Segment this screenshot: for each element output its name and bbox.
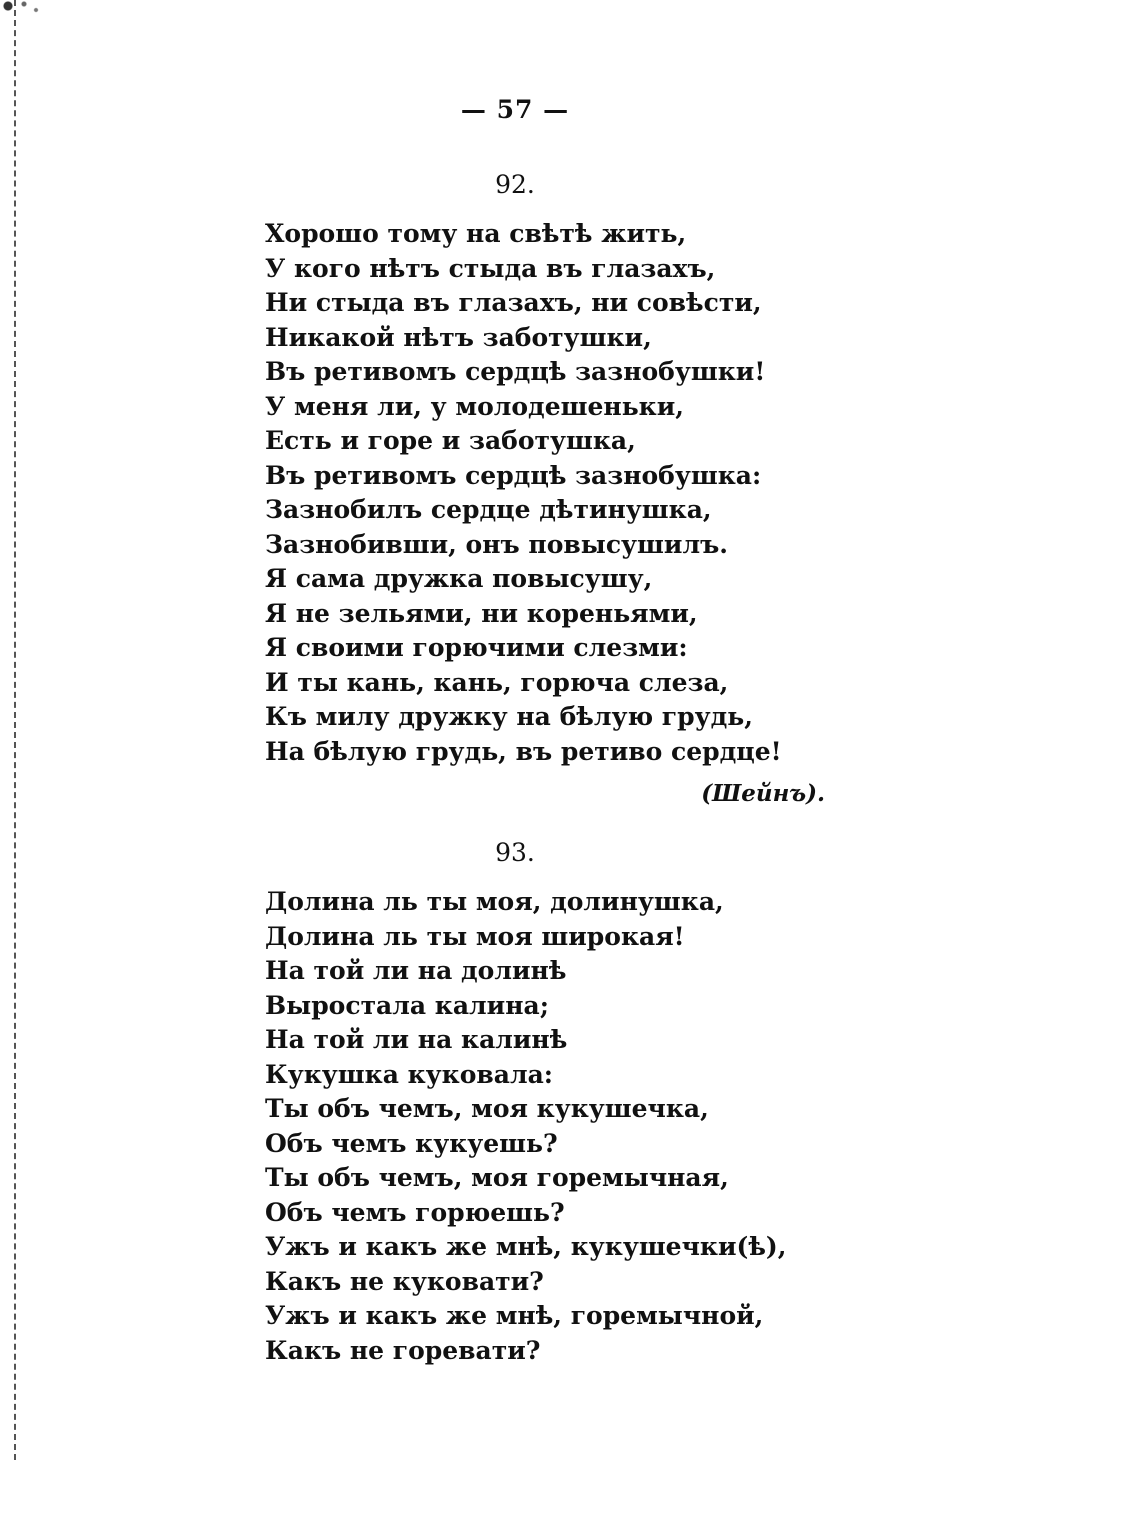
poem-line: На той ли на калинѣ	[265, 1025, 568, 1054]
poem-line: Зазнобилъ сердце дѣтинушка,	[265, 495, 712, 524]
poem-line: На той ли на долинѣ	[265, 956, 567, 985]
poem-number: 92.	[495, 170, 535, 199]
binding-margin-line	[14, 0, 16, 1460]
poem-line: Я своими горючими слезми:	[265, 633, 688, 662]
poem-line: Какъ не горевати?	[265, 1335, 541, 1365]
poem-line: Въ ретивомъ сердцѣ зазнобушка:	[265, 460, 762, 490]
poem-line: Выростала калина;	[265, 990, 549, 1020]
poem-line: Никакой нѣтъ заботушки,	[265, 322, 652, 352]
poem-line: Зазнобивши, онъ повысушилъ.	[265, 529, 728, 559]
poem-92-text	[265, 217, 782, 769]
poem-line: Хорошо тому на свѣтѣ жить,	[265, 219, 687, 248]
poem-number: 93.	[495, 838, 535, 867]
poem-line: Ужъ и какъ же мнѣ, горемычной,	[265, 1301, 764, 1330]
poem-line: Ты объ чемъ, моя горемычная,	[265, 1163, 729, 1192]
poem-line: У кого нѣтъ стыда въ глазахъ,	[265, 253, 716, 283]
poem-line: Ужъ и какъ же мнѣ, кукушечки(ѣ),	[265, 1232, 787, 1261]
poem-line: У меня ли, у молодешеньки,	[265, 391, 684, 421]
poem-line: Ты объ чемъ, моя кукушечка,	[265, 1094, 709, 1123]
poem-line: Долина ль ты моя широкая!	[265, 921, 685, 951]
print-speck	[0, 0, 46, 18]
poem-line: Къ милу дружку на бѣлую грудь,	[265, 702, 753, 731]
poem-line: Въ ретивомъ сердцѣ зазнобушки!	[265, 357, 766, 386]
poem-line: Какъ не куковати?	[265, 1266, 544, 1296]
poem-attribution: (Шейнъ).	[701, 780, 825, 807]
poem-line: Я сама дружка повысушу,	[265, 564, 653, 593]
poem-line: Я не зельями, ни кореньями,	[265, 598, 698, 628]
poem-93-text	[265, 885, 786, 1368]
poem-line: Кукушка куковала:	[265, 1059, 554, 1089]
poem-line: Объ чемъ горюешь?	[265, 1197, 565, 1227]
poem-line: Объ чемъ кукуешь?	[265, 1128, 558, 1158]
poem-line: Долина ль ты моя, долинушка,	[265, 887, 724, 916]
page-number: — 57 —	[460, 95, 570, 124]
poem-line: На бѣлую грудь, въ ретиво сердце!	[265, 736, 782, 766]
poem-line: Есть и горе и заботушка,	[265, 426, 636, 455]
poem-line: И ты кань, кань, горюча слеза,	[265, 667, 729, 697]
poem-line: Ни стыда въ глазахъ, ни совѣсти,	[265, 288, 762, 317]
